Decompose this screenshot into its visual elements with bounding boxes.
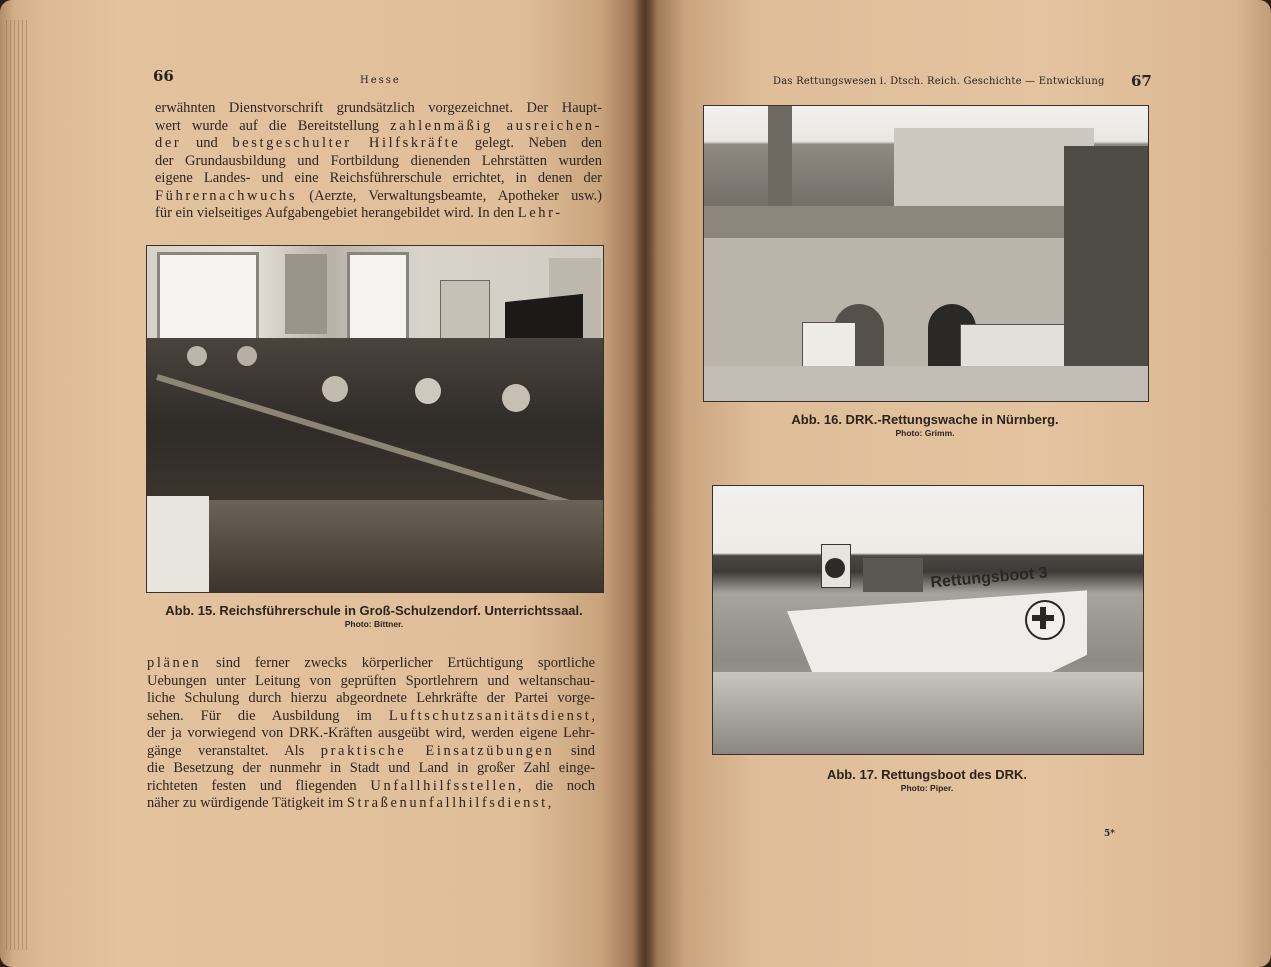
spaced-emphasis-text: Führernachwuchs (155, 187, 298, 204)
rescue-boat-photo (712, 485, 1144, 755)
spaced-emphasis-text: praktische Einsatzübungen (320, 742, 555, 759)
left-text-top (155, 100, 602, 223)
spaced-emphasis-text: der (155, 135, 182, 151)
figure-16-caption: Abb. 16. DRK.-Rettungswache in Nürnberg. (791, 412, 1059, 427)
text-line (147, 743, 595, 761)
text-line (147, 760, 595, 778)
text-segment: der Grundausbildung und Fortbildung dienenden Lehrstätten wurden (155, 152, 602, 169)
text-segment: die Besetzung der nunmehr in Stadt und Land in großer Zahl einge- (147, 760, 595, 776)
text-segment: Uebungen unter Leitung von geprüften Sportlehrern und weltanschau- (147, 672, 595, 689)
text-segment: wert wurde auf die Bereitstellung (155, 117, 391, 134)
text-segment: , (547, 795, 552, 811)
text-segment: für ein vielseitiges Aufgabengebiet herangebildet wird. In den (155, 205, 518, 221)
text-line (155, 118, 602, 136)
running-head-right: Das Rettungswesen i. Dtsch. Reich. Geschichte — Entwicklung (773, 76, 1105, 87)
text-segment: näher zu würdigende Tätigkeit im (147, 795, 347, 811)
figure-15-credit: Photo: Bittner. (344, 619, 404, 629)
figure-16-caption-block (703, 412, 1147, 438)
figure-17-caption-block (712, 767, 1142, 793)
page-edge (6, 20, 28, 950)
figure-16-credit: Photo: Grimm. (895, 428, 955, 438)
figure-17-caption: Abb. 17. Rettungsboot des DRK. (826, 767, 1028, 782)
page-number-right: 67 (1131, 72, 1152, 90)
figure-15-caption: Abb. 15. Reichsführerschule in Groß-Schulzendorf. Unterrichtssaal. (165, 603, 583, 618)
text-line (147, 725, 595, 743)
figure-15-caption-block (146, 603, 602, 629)
text-line (147, 795, 595, 813)
text-line (155, 170, 602, 188)
spaced-emphasis-text: Lehr- (517, 205, 563, 221)
spaced-emphasis-text: bestgeschulter Hilfskräfte (232, 135, 461, 151)
spaced-emphasis-text: zahlenmäßig ausreichen- (390, 117, 602, 134)
text-segment: sehen. Für die Ausbildung im (147, 707, 389, 724)
text-line (147, 778, 595, 796)
book-gutter (632, 0, 658, 967)
right-page (645, 0, 1271, 967)
figure-17-credit: Photo: Piper. (900, 783, 954, 793)
text-segment: gänge veranstaltet. Als (147, 742, 321, 759)
text-segment: sind ferner zwecks körperlicher Ertüchtigung sportliche (201, 655, 595, 671)
text-segment: , die noch (517, 777, 595, 794)
text-line (155, 100, 602, 118)
text-segment: sind (554, 742, 596, 759)
spaced-emphasis-text: Unfallhilfsstellen (370, 777, 518, 794)
text-line (155, 188, 602, 206)
text-segment: eigene Landes- und eine Reichsführerschule errichtet, in denen der (155, 170, 602, 186)
text-segment: erwähnten Dienstvorschrift grundsätzlich vorgezeichnet. Der Haupt- (155, 100, 602, 116)
classroom-photo (146, 245, 604, 593)
left-text-bottom (147, 655, 595, 813)
text-line (155, 135, 602, 153)
spaced-emphasis-text: Straßenunfallhilfsdienst (346, 795, 548, 811)
text-line (147, 708, 595, 726)
text-line (147, 690, 595, 708)
text-segment: der ja vorwiegend von DRK.-Kräften ausgeübt wird, werden eigene Lehr- (147, 725, 595, 741)
text-segment: (Aerzte, Verwaltungsbeamte, Apotheker usw.) (297, 187, 602, 204)
text-segment: , (591, 707, 595, 724)
page-number-left: 66 (153, 67, 174, 85)
text-segment: liche Schulung durch hierzu abgeordnete Lehrkräfte der Partei vorge- (147, 690, 595, 706)
text-segment: und (181, 135, 233, 151)
text-segment: richteten festen und fliegenden (147, 777, 371, 794)
rescue-station-photo (703, 105, 1149, 402)
boat-lettering: Rettungsboot 3 (929, 564, 1049, 592)
text-line (147, 673, 595, 691)
running-head-left: Hesse (360, 75, 401, 86)
text-line (155, 153, 602, 171)
text-line (147, 655, 595, 673)
text-line (155, 205, 602, 223)
spaced-emphasis-text: Luftschutzsanitätsdienst (388, 707, 592, 724)
text-segment: gelegt. Neben den (460, 135, 603, 151)
signature-mark: 5* (1104, 829, 1115, 839)
spaced-emphasis-text: plänen (147, 655, 202, 671)
